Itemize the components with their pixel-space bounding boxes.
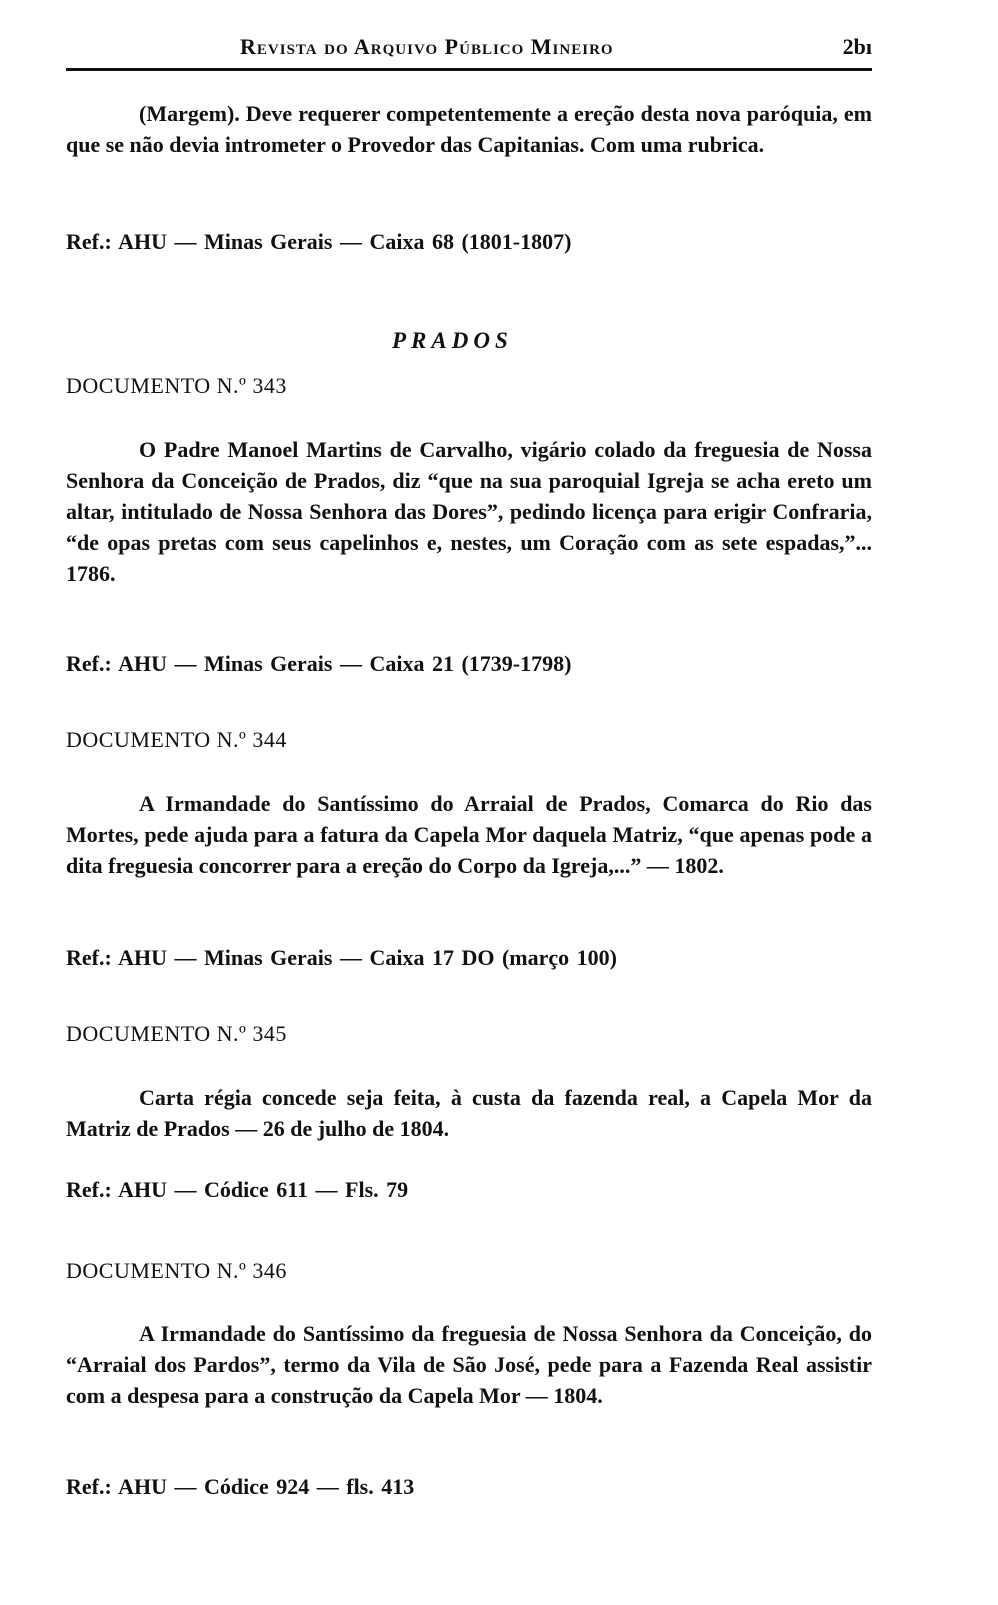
document-text-346: A Irmandade do Santíssimo da freguesia de Nossa Senhora da Conceição, do “Arraial dos Pardos”, termo da Vila de São José, pede para a Fazenda Real assistir com a despesa para a construção da Capela Mor — 1804. — [66, 1321, 872, 1408]
document-heading-344: DOCUMENTO N.º 344 — [66, 727, 287, 752]
document-heading-345: DOCUMENTO N.º 345 — [66, 1021, 287, 1046]
page-header — [66, 30, 872, 70]
journal-title: Revista do Arquivo Público Mineiro — [240, 34, 614, 59]
page-number: 2bı — [842, 34, 872, 59]
document-text-345: Carta régia concede seja feita, à custa da fazenda real, a Capela Mor da Matriz de Prados — 26 de julho de 1804. — [66, 1085, 872, 1141]
intro-reference: Ref.: AHU — Minas Gerais — Caixa 68 (1801-1807) — [66, 229, 572, 254]
header-rule — [66, 68, 872, 71]
document-reference-344: Ref.: AHU — Minas Gerais — Caixa 17 DO (março 100) — [66, 945, 617, 970]
document-reference-343: Ref.: AHU — Minas Gerais — Caixa 21 (1739-1798) — [66, 651, 572, 676]
document-text-344: A Irmandade do Santíssimo do Arraial de Prados, Comarca do Rio das Mortes, pede ajuda para a fatura da Capela Mor daquela Matriz, “que apenas pode a dita freguesia concorrer para a ereção do Corpo da Igreja,...” — 1802. — [66, 791, 872, 878]
document-heading-346: DOCUMENTO N.º 346 — [66, 1258, 287, 1283]
intro-paragraph: (Margem). Deve requerer competentemente a ereção desta nova paróquia, em que se não devia intrometer o Provedor das Capitanias. Com uma rubrica. — [66, 101, 872, 157]
section-title: PRADOS — [392, 328, 513, 353]
document-heading-343: DOCUMENTO N.º 343 — [66, 373, 287, 398]
document-text-343: O Padre Manoel Martins de Carvalho, vigário colado da freguesia de Nossa Senhora da Conceição de Prados, diz “que na sua paroquial Igreja se acha ereto um altar, intitulado de Nossa Senhora das Dores”, pedindo licença para erigir Confraria, “de opas pretas com seus capelinhos e, nestes, um Coração com as sete espadas,”... 1786. — [66, 437, 872, 586]
document-reference-346: Ref.: AHU — Códice 924 — fls. 413 — [66, 1474, 415, 1499]
document-reference-345: Ref.: AHU — Códice 611 — Fls. 79 — [66, 1177, 409, 1202]
